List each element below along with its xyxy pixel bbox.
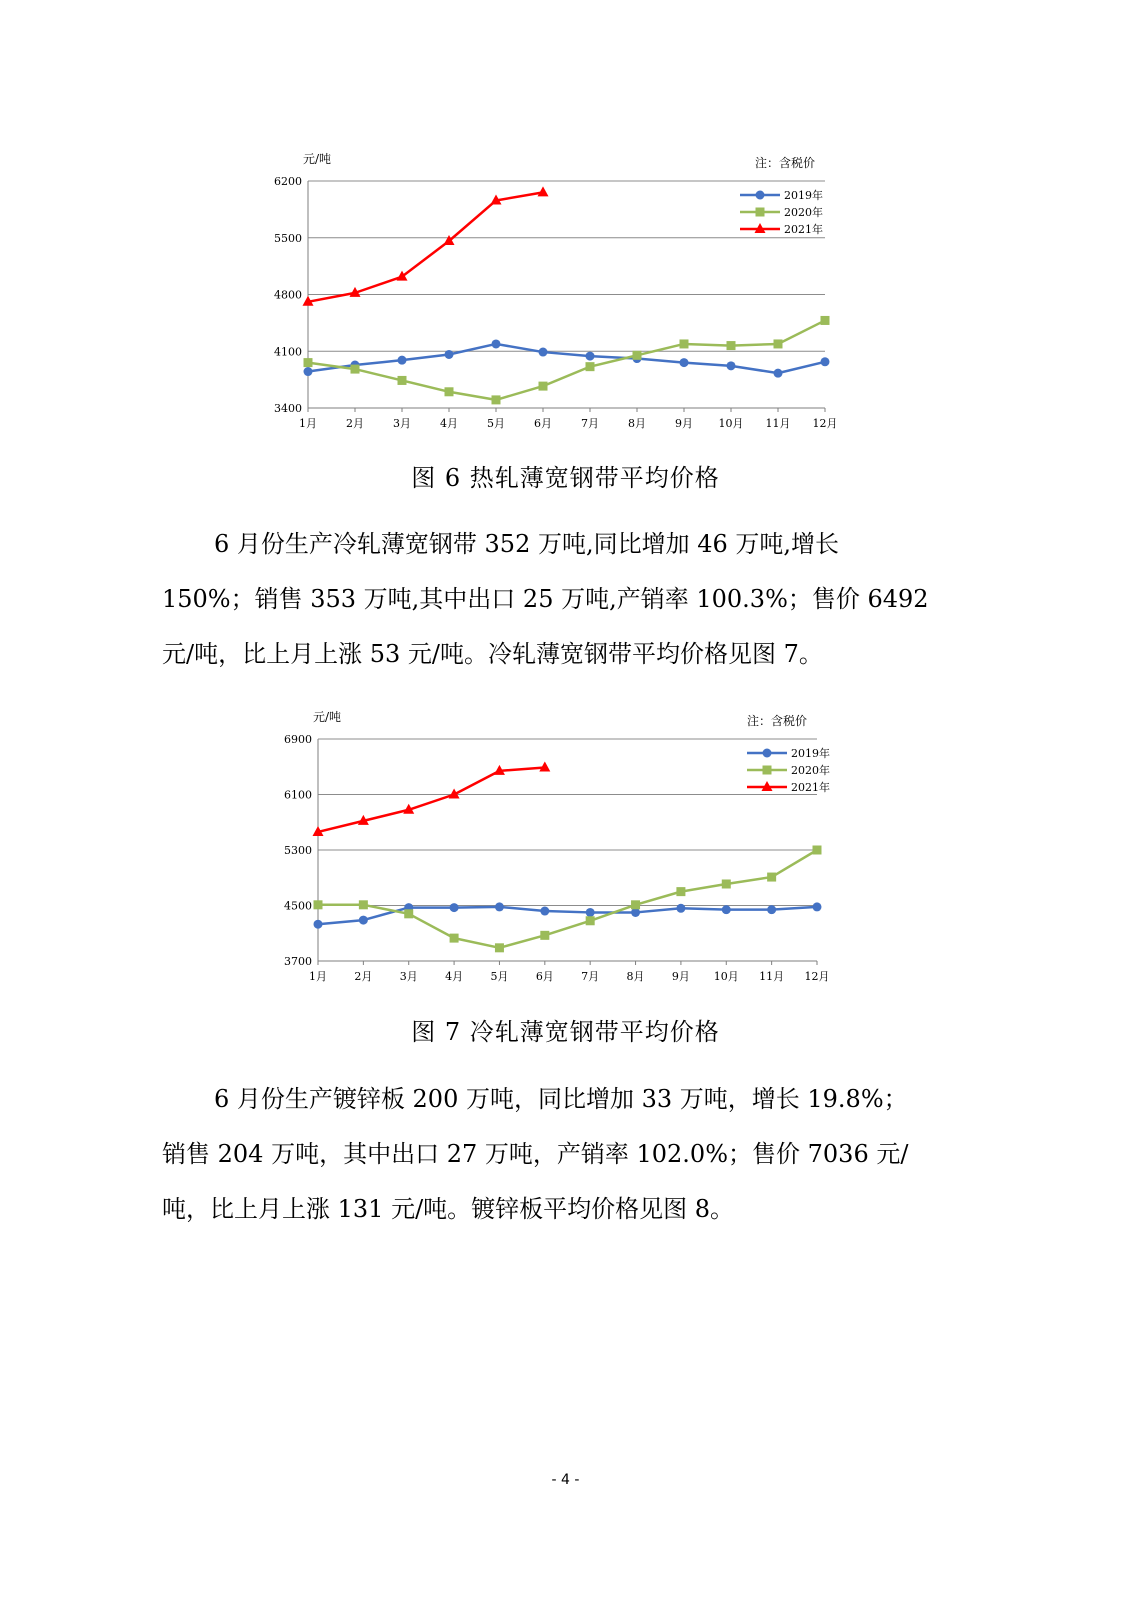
data-point <box>404 909 413 918</box>
x-tick-label: 7月 <box>581 417 599 430</box>
cold-rolled-chart <box>250 705 850 1000</box>
y-tick-label: 3400 <box>274 402 302 415</box>
x-tick-label: 8月 <box>628 417 646 430</box>
y-tick-label: 4800 <box>274 288 302 302</box>
x-tick-label: 3月 <box>399 970 418 983</box>
legend-marker <box>756 191 765 200</box>
series-line-2020年 <box>308 320 825 399</box>
data-point <box>813 846 822 855</box>
data-point <box>631 900 640 909</box>
legend-label: 2021年 <box>784 223 823 236</box>
data-point <box>767 905 776 914</box>
paragraph-line: 6 月份生产镀锌板 200 万吨，同比增加 33 万吨，增长 19.8%； <box>214 1085 908 1113</box>
y-tick-label: 3700 <box>284 955 312 968</box>
series-line-2019年 <box>308 344 825 373</box>
data-point <box>586 352 595 361</box>
data-point <box>450 934 459 943</box>
figure-7-caption: 图 7 冷轧薄宽钢带平均价格 <box>411 1018 720 1046</box>
x-tick-label: 1月 <box>309 970 327 983</box>
paragraph-line: 150%；销售 353 万吨,其中出口 25 万吨,产销率 100.3%；售价 6492 <box>162 585 929 613</box>
legend-marker <box>763 766 772 775</box>
data-point <box>774 369 783 378</box>
x-tick-label: 9月 <box>671 970 690 983</box>
hot-rolled-chart-svg <box>250 145 850 445</box>
chart-note: 注：含税价 <box>754 156 815 170</box>
data-point <box>398 376 407 385</box>
series-line-2020年 <box>318 850 817 948</box>
y-axis-label: 元/吨 <box>303 152 332 166</box>
x-tick-label: 6月 <box>535 970 554 983</box>
x-tick-label: 2月 <box>354 970 373 983</box>
data-point <box>586 362 595 371</box>
cold-rolled-chart-svg <box>250 705 850 1000</box>
paragraph-cold-rolled <box>162 517 962 682</box>
data-point <box>767 873 776 882</box>
data-point <box>821 316 830 325</box>
x-tick-label: 1月 <box>299 417 317 430</box>
data-point <box>304 358 313 367</box>
y-tick-label: 4100 <box>274 345 302 359</box>
data-point <box>445 350 454 359</box>
data-point <box>304 367 313 376</box>
x-tick-label: 11月 <box>765 417 791 430</box>
data-point <box>676 887 685 896</box>
data-point <box>492 395 501 404</box>
data-point <box>586 908 595 917</box>
legend-label: 2020年 <box>791 764 830 777</box>
y-tick-label: 5500 <box>274 231 302 245</box>
data-point <box>450 903 459 912</box>
data-point <box>314 920 323 929</box>
legend-label: 2021年 <box>791 781 830 794</box>
data-point <box>727 361 736 370</box>
data-point <box>680 339 689 348</box>
data-point <box>495 943 504 952</box>
legend-label: 2019年 <box>784 189 823 202</box>
data-point <box>351 365 360 374</box>
data-point <box>727 341 736 350</box>
x-tick-label: 2月 <box>346 417 364 430</box>
paragraph-line: 吨，比上月上涨 131 元/吨。镀锌板平均价格见图 8。 <box>162 1195 735 1223</box>
page-number: - 4 - <box>551 1472 580 1488</box>
x-tick-label: 3月 <box>393 417 411 430</box>
x-tick-label: 12月 <box>812 417 838 430</box>
legend-label: 2019年 <box>791 747 830 760</box>
data-point <box>359 916 368 925</box>
paragraph-line: 6 月份生产冷轧薄宽钢带 352 万吨,同比增加 46 万吨,增长 <box>214 530 840 558</box>
data-point <box>539 761 550 771</box>
paragraph-galvanized <box>162 1072 962 1237</box>
x-tick-label: 9月 <box>675 417 693 430</box>
x-tick-label: 4月 <box>445 970 464 983</box>
hot-rolled-chart <box>250 145 850 445</box>
data-point <box>359 900 368 909</box>
y-tick-label: 6100 <box>284 788 312 802</box>
legend-label: 2020年 <box>784 206 823 219</box>
y-tick-label: 6200 <box>274 175 302 188</box>
x-tick-label: 6月 <box>534 417 552 430</box>
x-tick-label: 10月 <box>713 970 739 983</box>
data-point <box>398 356 407 365</box>
data-point <box>540 931 549 940</box>
data-point <box>540 907 549 916</box>
data-point <box>586 916 595 925</box>
paragraph-line: 销售 204 万吨，其中出口 27 万吨，产销率 102.0%；售价 7036 元/ <box>162 1140 909 1168</box>
data-point <box>813 902 822 911</box>
x-tick-label: 8月 <box>626 970 645 983</box>
y-axis-label: 元/吨 <box>313 710 342 724</box>
data-point <box>722 879 731 888</box>
data-point <box>492 339 501 348</box>
x-tick-label: 4月 <box>440 417 458 430</box>
y-tick-label: 4500 <box>284 899 312 913</box>
chart-note: 注：含税价 <box>746 714 807 728</box>
x-tick-label: 12月 <box>804 970 830 983</box>
x-tick-label: 7月 <box>581 970 600 983</box>
data-point <box>821 357 830 366</box>
x-tick-label: 5月 <box>490 970 509 983</box>
data-point <box>495 902 504 911</box>
figure-6-caption: 图 6 热轧薄宽钢带平均价格 <box>411 464 720 492</box>
data-point <box>633 351 642 360</box>
data-point <box>539 382 548 391</box>
x-tick-label: 11月 <box>759 970 785 983</box>
data-point <box>445 387 454 396</box>
data-point <box>676 904 685 913</box>
data-point <box>774 339 783 348</box>
y-tick-label: 6900 <box>284 733 312 746</box>
y-tick-label: 5300 <box>284 844 312 857</box>
legend-marker <box>763 749 772 758</box>
data-point <box>314 900 323 909</box>
data-point <box>538 186 549 196</box>
data-point <box>539 348 548 357</box>
legend-marker <box>756 208 765 217</box>
series-line-2021年 <box>318 767 545 832</box>
data-point <box>680 358 689 367</box>
paragraph-line: 元/吨，比上月上涨 53 元/吨。冷轧薄宽钢带平均价格见图 7。 <box>162 640 823 668</box>
series-line-2021年 <box>308 192 543 301</box>
data-point <box>397 271 408 281</box>
data-point <box>722 905 731 914</box>
x-tick-label: 10月 <box>718 417 744 430</box>
x-tick-label: 5月 <box>487 417 505 430</box>
